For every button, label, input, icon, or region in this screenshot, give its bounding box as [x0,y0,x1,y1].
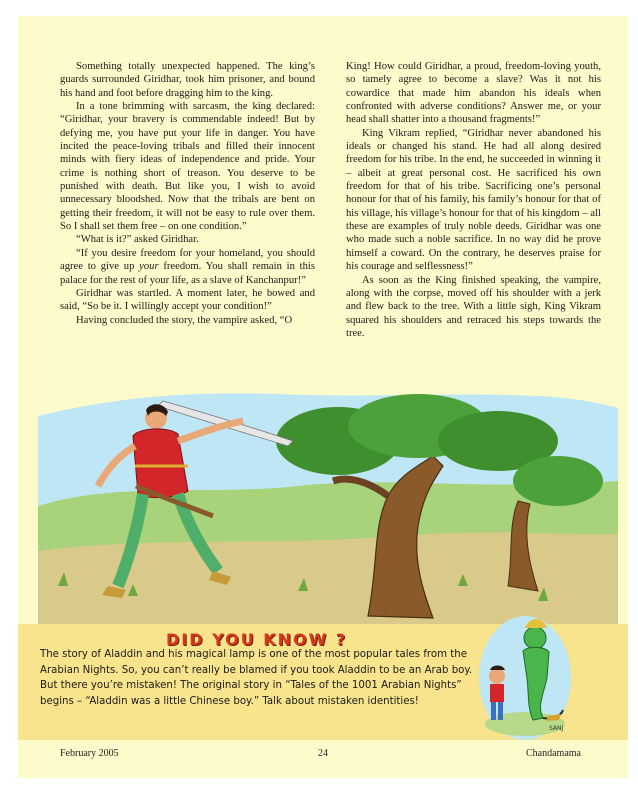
magazine-name: Chandamama [526,748,581,759]
paragraph: As soon as the King finished speaking, the vampire, along with the corpse, moved off his shoulder with a jerk and flew back to the tree. With a little sigh, King Vikram squared his shoulders and retraced his steps towards the tree. [346,274,601,339]
footer-date: February 2005 [60,748,119,759]
paragraph: King! How could Giridhar, a proud, freedom-loving youth, so tamely agree to become a slave? Was it not his cowardice that made him abandon his ideals when confronted with adverse conditions? Answer me, or your head shall shatter into a thousand fragments!” [346,61,601,126]
did-you-know-text: The story of Aladdin and his magical lamp is one of the most popular tales from the Arabian Nights. So, you can’t really be blamed if you took Aladdin to be an Arab boy. But there you’re mistaken! The original story in “Tales of the 1001 Arabian Nights” begins – “Aladdin was a little Chinese boy.” Talk about mistaken identities! [40,649,473,707]
artist-signature: SANJ [549,725,564,732]
paragraph: “What is it?” asked Giridhar. [76,234,199,246]
page-number: 24 [318,748,328,759]
paragraph: Giridhar was startled. A moment later, he bowed and said, “So be it. I willingly accept your condition!” [60,287,315,313]
story-illustration [38,386,618,626]
did-you-know-title: DID YOU KNOW ? [166,630,348,649]
text-span: “If you desire freedom for your homeland, you should agree to give up [60,247,315,273]
paragraph: King Vikram replied, “Giridhar never abandoned his ideals or changed his stand. He had all along desired freedom for his tribe. In the end, he succeeded in winning it – albeit at great personal cost. He sacrificed his own freedom for that of his tribe. Sacrificing one’s personal honour for that of his family, his family’s honour for that of his village, his village’s honour for that of his kingdom – all these are examples of truly noble deeds. Giridhar was one who made such a noble sacrifice. In no way did he prove himself a coward. On the contrary, he deserves praise for his courage and selflessness!” [346,127,601,273]
paragraph [60,247,315,287]
text-span: freedom. You shall remain in this palace for the rest of your life, as a slave of Kanchanpur!” [60,261,315,286]
story-column-left [60,60,315,327]
story-column-right [346,60,601,340]
page [18,16,628,778]
paragraph: In a tone brimming with sarcasm, the king declared: “Giridhar, your bravery is commendable indeed! But by defying me, you have put your life in danger. You have incited the peace-loving tribals and filled their innocent minds with fiery ideas of independence and pride. Your crime is nothing short of treason. You deserve to be punished with death. But like you, I wish to avoid unnecessary bloodshed. Now that the tribals are bent on getting their freedom, it will not be easy to rule over them. So I shall set them free – on one condition.” [60,101,315,233]
emphasis: your [139,261,159,273]
paragraph: Something totally unexpected happened. The king’s guards surrounded Giridhar, took him prisoner, and bound his hand and foot before dragging him to the king. [60,61,315,99]
genie-illustration [473,606,573,741]
paragraph: Having concluded the story, the vampire asked, “O [76,314,293,326]
